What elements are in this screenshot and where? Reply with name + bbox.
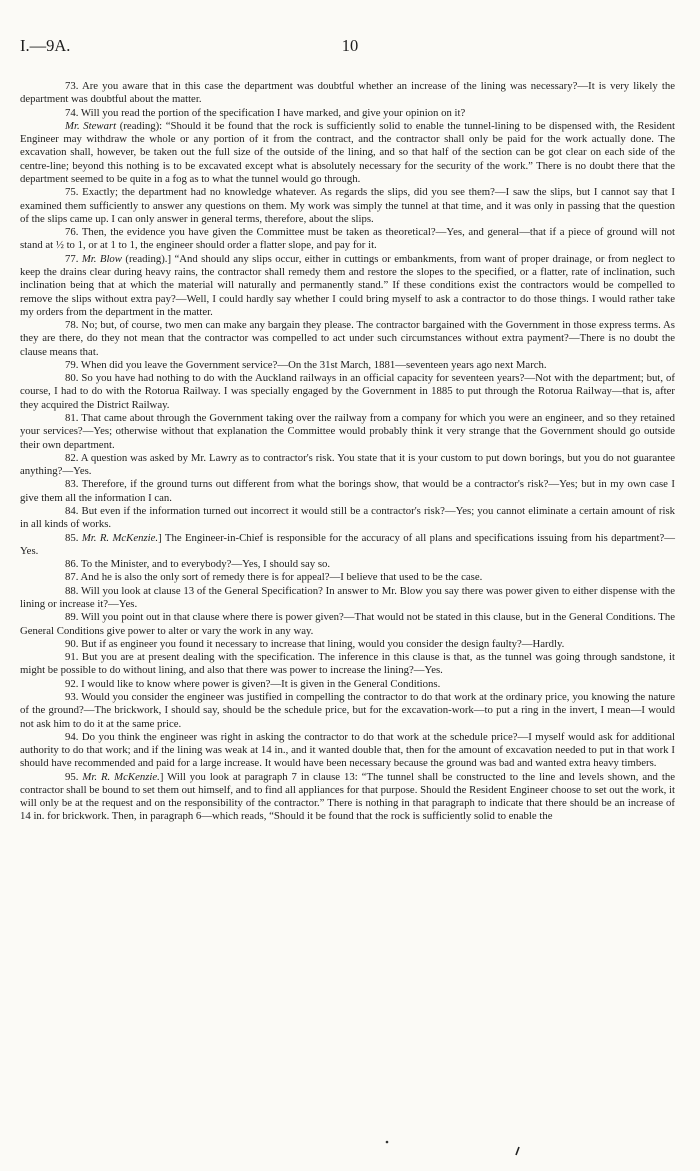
paragraph-text: 84. But even if the information turned out incorrect it would still be a contractor's risk?—Yes; you cannot eliminate a certain amount of risk in all kinds of works. [20,505,675,531]
question-paragraph [20,107,675,120]
question-paragraph [20,678,675,691]
evidence-text [20,80,675,824]
ink-speck [386,1141,389,1144]
question-paragraph [20,80,675,107]
question-paragraph [20,731,675,771]
paragraph-text: 94. Do you think the engineer was right in asking the contractor to do that work at the schedule price?—I myself would ask for additional authority to do that work; and if the lining was weak at 14 in., and it wanted double that, then for the amount of excavation needed to put in that work I should have recommended and paid for a large increase. It would have been necessary because the ground was bad and wanted extra heavy timbers. [20,730,675,770]
paragraph-text: 92. I would like to know where power is given?—It is given in the General Conditions. [65,677,441,690]
paragraph-text: 74. Will you read the portion of the specification I have marked, and give your opinion on it? [65,106,466,119]
paragraph-text: (reading).] “And should any slips occur, either in cuttings or embankments, from want of proper drainage, or from neglect to keep the drains clear during heavy rains, the contractor shall remedy them and restore the slopes to the specified, or a flatter, rate of inclination, such inclination being that at which the material will naturally and permanently stand.” If these conditions exist the contractors would be compelled to remove the slips without extra pay?—Well, I could hardly say whether I could bring myself to ask a contractor to do those things. I would rather take my orders from the department in the matter. [20,252,676,318]
question-paragraph [20,452,675,479]
paragraph-text: 86. To the Minister, and to everybody?—Yes, I should say so. [65,558,331,571]
question-paragraph [20,372,675,412]
paragraph-text: (reading): “Should it be found that the rock is sufficiently solid to enable the tunnel-lining to be dispensed with, the Resident Engineer may withdraw the whole or any portion of it from the contract, and the contractor shall only be paid for the work actually done. The excavation shall, however, be taken out the full size of the outside of the lining, and so that half of the section can be got clear on each side of the centre-line; beyond this nothing is to be excavated except what is absolutely necessary for the security of the work.” There is no doubt there that the department seemed to be quite in a fog as to what the tunnel would go through. [20,119,675,185]
paragraph-text: 91. But you are at present dealing with the specification. The inference in this clause is that, as the tunnel was going through sandstone, it might be possible to do without lining, and also that there was power to increase the lining?—Yes. [20,651,675,677]
question-paragraph [20,771,675,824]
question-paragraph [20,319,675,359]
parliamentary-paper-reference: I.—9A. [20,36,71,55]
ink-stroke [516,1147,519,1155]
question-paragraph [20,120,675,186]
paragraph-text: 76. Then, the evidence you have given the Committee must be taken as theoretical?—Yes, and general—that if a piece of ground will not stand at ½ to 1, or at 1 to 1, the engineer should order a flatter slope, and pay for it. [20,226,675,252]
question-number: 95. [65,770,83,783]
paragraph-text: 73. Are you aware that in this case the department was doubtful whether an increase of the lining was necessary?—It is very likely the department was doubtful about the matter. [20,80,675,106]
question-paragraph [20,226,675,253]
speaker-name: Mr. Blow [81,252,122,265]
paragraph-text: 75. Exactly; the department had no knowledge whatever. As regards the slips, did you see them?—I saw the slips, but I cannot say that I examined them sufficiently to answer any questions on them. My work was simply the tunnel at that time, and it was only in passing that the question of the slips came up. I can only answer in general terms, therefore, about the slips. [20,186,675,225]
question-paragraph [20,532,675,559]
question-paragraph [20,359,675,372]
question-paragraph [20,478,675,505]
question-paragraph [20,585,675,612]
question-paragraph [20,412,675,452]
paragraph-text: 93. Would you consider the engineer was justified in compelling the contractor to do that work at the ordinary price, you knowing the nature of the ground?—The brickwork, I should say, should be the schedule price, but for the excavation-work—to put a ring in the invert, I mean—I would not ask him to do it at the same price. [20,690,675,730]
question-paragraph [20,651,675,678]
paragraph-text: 80. So you have had nothing to do with the Auckland railways in an official capacity for seventeen years?—Not with the department; but, of course, I had to do with the Rotorua Railway. I was specially engaged by the Government in 1885 to put through the Rotorua Railway—that is, after they acquired the District Railway. [20,372,675,411]
question-paragraph [20,638,675,651]
paragraph-text: 83. Therefore, if the ground turns out different from what the borings show, that would be a contractor's risk?—Yes; but in my own case I give them all the information I can. [20,478,675,504]
paragraph-text: 89. Will you point out in that clause where there is power given?—That would not be stated in this clause, but in the General Conditions. The General Conditions give power to alter or vary the work in any way. [20,611,675,637]
question-paragraph [20,505,675,532]
question-paragraph [20,611,675,638]
question-paragraph [20,571,675,584]
speaker-name: Mr. Stewart [65,119,117,132]
question-number: 77. [65,252,82,265]
paragraph-text: 78. No; but, of course, two men can make any bargain they please. The contractor bargained with the Government in those express terms. As they are there, do they not mean that the contractor was compelled to act under such circumstances without extra payment?—There is no doubt the clause means that. [20,319,675,358]
paragraph-text: 82. A question was asked by Mr. Lawry as to contractor's risk. You state that it is your custom to put down borings, but you do not guarantee anything?—Yes. [20,451,675,478]
speaker-name: Mr. R. McKenzie. [82,770,160,783]
paragraph-text: 81. That came about through the Government taking over the railway from a company for which you were an engineer, and so they retained your services?—Yes; otherwise without that explanation the Committee would probably think it very strange that the Government should go outside their own department. [20,412,675,451]
page-number: 10 [341,36,359,55]
paragraph-text: 87. And he is also the only sort of remedy there is for appeal?—I believe that used to be the case. [65,571,483,584]
page-header [20,36,680,60]
question-paragraph [20,186,675,226]
paragraph-text: 88. Will you look at clause 13 of the General Specification? In answer to Mr. Blow you say there was power given to either dispense with the lining or increase it?—Yes. [20,584,675,610]
paragraph-text: ] Will you look at paragraph 7 in clause 13: “The tunnel shall be constructed to the line and levels shown, and the contractor shall be bound to set them out himself, and to find all appliances for that purpose. Should the Resident Engineer choose to set out the work, it will only be at the request and on the responsibility of the contractor.” There is nothing in that paragraph to indicate that there should be an increase of 14 in. for brickwork. Then, in paragraph 6—which reads, “Should it be found that the rock is sufficiently solid to enable the [20,770,676,823]
question-paragraph [20,691,675,731]
speaker-name: Mr. R. McKenzie. [81,531,159,544]
paragraph-text: ] The Engineer-in-Chief is responsible for the accuracy of all plans and specifications issuing from his department?—Yes. [20,531,675,557]
paragraph-text: 90. But if as engineer you found it necessary to increase that lining, would you consider the design faulty?—Hardly. [65,637,565,650]
question-paragraph [20,558,675,571]
question-number: 85. [65,531,82,544]
question-paragraph [20,253,675,319]
paragraph-text: 79. When did you leave the Government service?—On the 31st March, 1881—seventeen years ago next March. [65,358,547,371]
